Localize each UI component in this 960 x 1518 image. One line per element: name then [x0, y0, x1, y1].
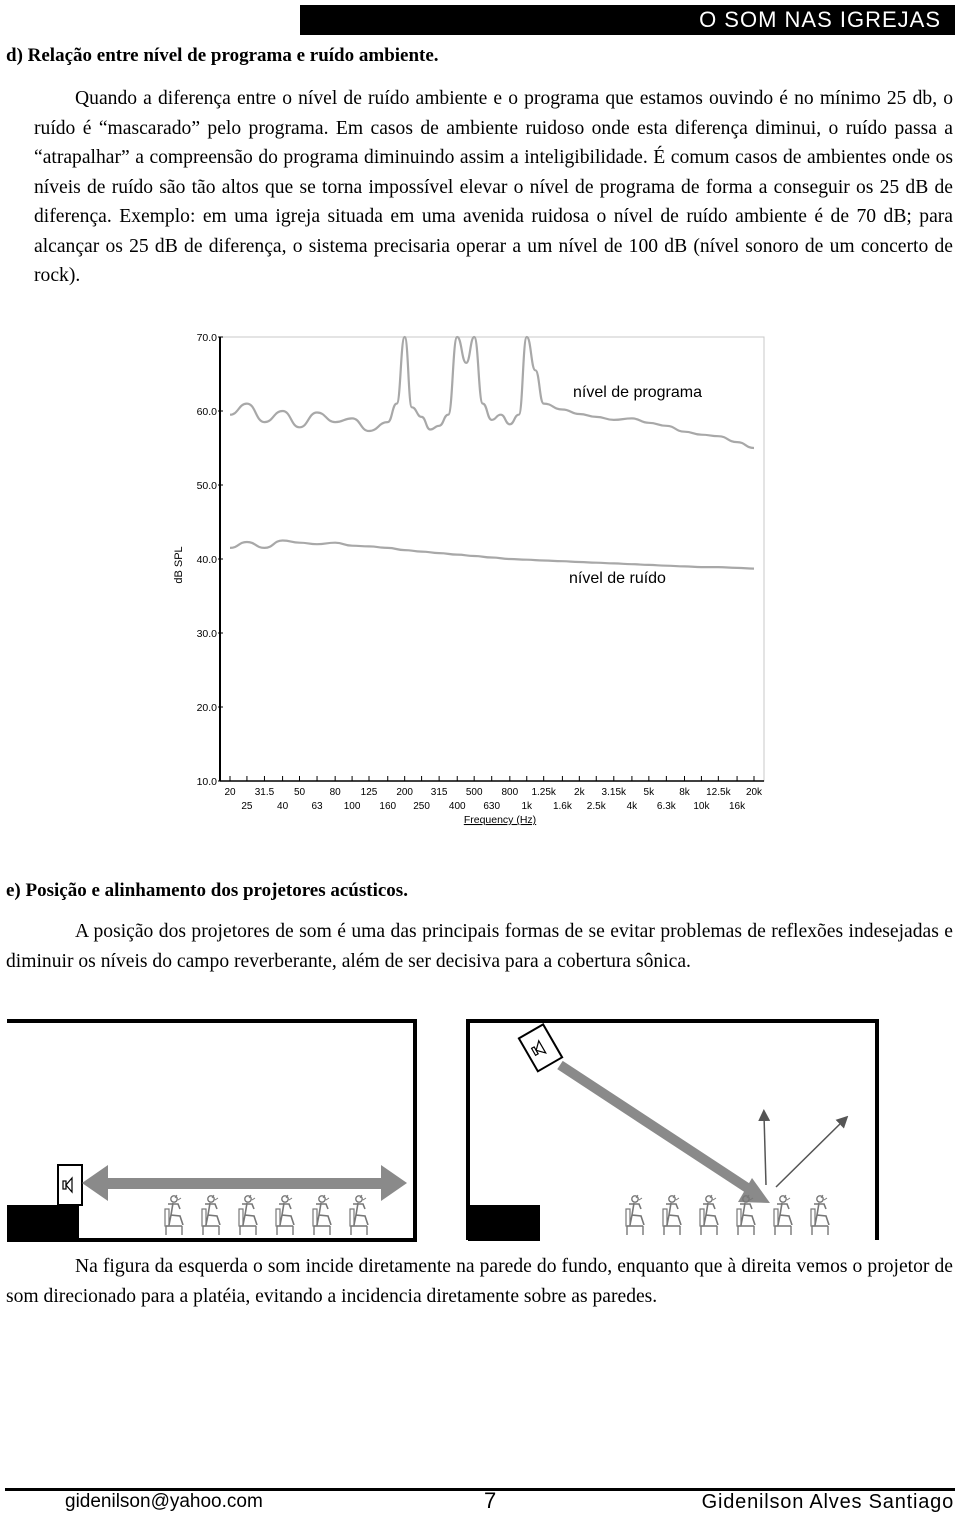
- x-tick-label: 250: [413, 801, 430, 812]
- x-tick-label: 63: [311, 801, 323, 812]
- x-tick-label: 160: [379, 801, 397, 812]
- x-tick-label: 5k: [643, 787, 655, 798]
- x-tick-label: 10k: [693, 801, 710, 812]
- y-tick-label: 70.0: [196, 332, 217, 344]
- figure-caption: Na figura da esquerda o som incide diretamente na parede do fundo, enquanto que à direita vemos o projetor de som direcionado para a platéia, evitando a incidencia diretamente sobre as paredes.: [6, 1256, 953, 1307]
- header-bar: [300, 5, 955, 35]
- x-tick-label: 1.6k: [552, 801, 572, 812]
- y-tick-label: 50.0: [196, 480, 217, 492]
- left-speaker-icon: [58, 1165, 82, 1205]
- x-tick-label: 4k: [626, 801, 638, 812]
- x-tick-label: 12.5k: [706, 787, 731, 798]
- x-axis-label: Frequency (Hz): [463, 814, 537, 826]
- reflection-arrow-diagonal: [776, 1120, 844, 1187]
- left-audience: [165, 1195, 368, 1235]
- x-tick-label: 40: [277, 801, 289, 812]
- y-tick-label: 30.0: [196, 628, 217, 640]
- x-tick-label: 200: [396, 787, 414, 798]
- x-tick-label: 3.15k: [601, 787, 627, 798]
- y-tick-label: 20.0: [196, 702, 217, 714]
- x-tick-label: 20k: [745, 787, 763, 798]
- x-tick-label: 80: [329, 787, 341, 798]
- x-tick-label: 6.3k: [656, 801, 676, 812]
- x-tick-label: 315: [430, 787, 448, 798]
- noise-level-label: nível de ruído: [569, 570, 666, 587]
- footer-email: gidenilson@yahoo.com: [65, 1491, 263, 1512]
- right-room: [468, 1021, 877, 1241]
- right-audience: [626, 1195, 829, 1235]
- left-stage-block: [7, 1205, 79, 1241]
- y-tick-label: 40.0: [196, 554, 217, 566]
- x-tick-label: 500: [465, 787, 483, 798]
- left-room: [7, 1021, 415, 1241]
- section-d-paragraph: Quando a diferença entre o nível de ruído ambiente e o programa que estamos ouvindo é no mínimo 25 db, o ruído é “mascarado” pelo programa. Em casos de ambiente ruidoso onde esta diferença diminui, o ruído passa a “atrapalhar” a compreensão do programa diminuindo assim a inteligibilidade. É comum casos de ambientes onde os níveis de ruído são tão altos que se torna impossível elevar o nível de programa de forma a conseguir os 25 dB de diferença. Exemplo: em uma igreja situada em uma avenida ruidosa o nível de ruído ambiente é de 70 dB; para alcançar os 25 dB de diferença, o sistema precisaria operar a um nível de 100 dB (nível sonoro de um concerto de rock).: [34, 88, 953, 286]
- footer-author: Gidenilson Alves Santiago: [701, 1491, 954, 1513]
- right-speaker-icon: [519, 1024, 562, 1071]
- y-axis-label: dB SPL: [173, 546, 185, 584]
- x-tick-label: 100: [343, 801, 361, 812]
- running-header-title: O SOM NAS IGREJAS: [699, 7, 941, 32]
- x-tick-label: 125: [360, 787, 378, 798]
- x-tick-label: 8k: [679, 787, 690, 798]
- reflection-arrow-up: [764, 1115, 766, 1185]
- x-tick-label: 50: [293, 787, 306, 798]
- x-tick-label: 1k: [521, 801, 533, 812]
- x-tick-label: 1.25k: [531, 787, 556, 798]
- x-tick-label: 16k: [729, 801, 746, 812]
- section-e-heading: e) Posição e alinhamento dos projetores acústicos.: [6, 880, 408, 901]
- x-tick-label: 25: [241, 801, 253, 812]
- page-number: 7: [484, 1488, 497, 1513]
- x-tick-label: 400: [448, 801, 466, 812]
- x-tick-label: 630: [483, 801, 501, 812]
- section-e-paragraph: A posição dos projetores de som é uma das principais formas de se evitar problemas de reflexões indesejadas e diminuir os níveis do campo reverberante, além de ser decisiva para a cobertura sônica.: [6, 921, 953, 972]
- section-d-heading: d) Relação entre nível de programa e ruído ambiente.: [6, 45, 439, 66]
- x-tick-label: 2k: [574, 787, 585, 798]
- x-tick-label: 20: [224, 787, 236, 798]
- frequency-response-chart: [160, 325, 780, 835]
- program-level-label: nível de programa: [573, 384, 702, 401]
- chart-plot-frame: [220, 337, 764, 781]
- speaker-placement-diagram: [0, 1015, 960, 1245]
- x-tick-label: 31.5: [254, 787, 275, 798]
- y-tick-label: 60.0: [196, 406, 217, 418]
- right-aimed-arrow: [560, 1065, 770, 1203]
- x-tick-label: 800: [501, 787, 519, 798]
- y-tick-label: 10.0: [196, 776, 217, 788]
- right-stage-block: [468, 1205, 540, 1241]
- x-tick-label: 2.5k: [586, 801, 606, 812]
